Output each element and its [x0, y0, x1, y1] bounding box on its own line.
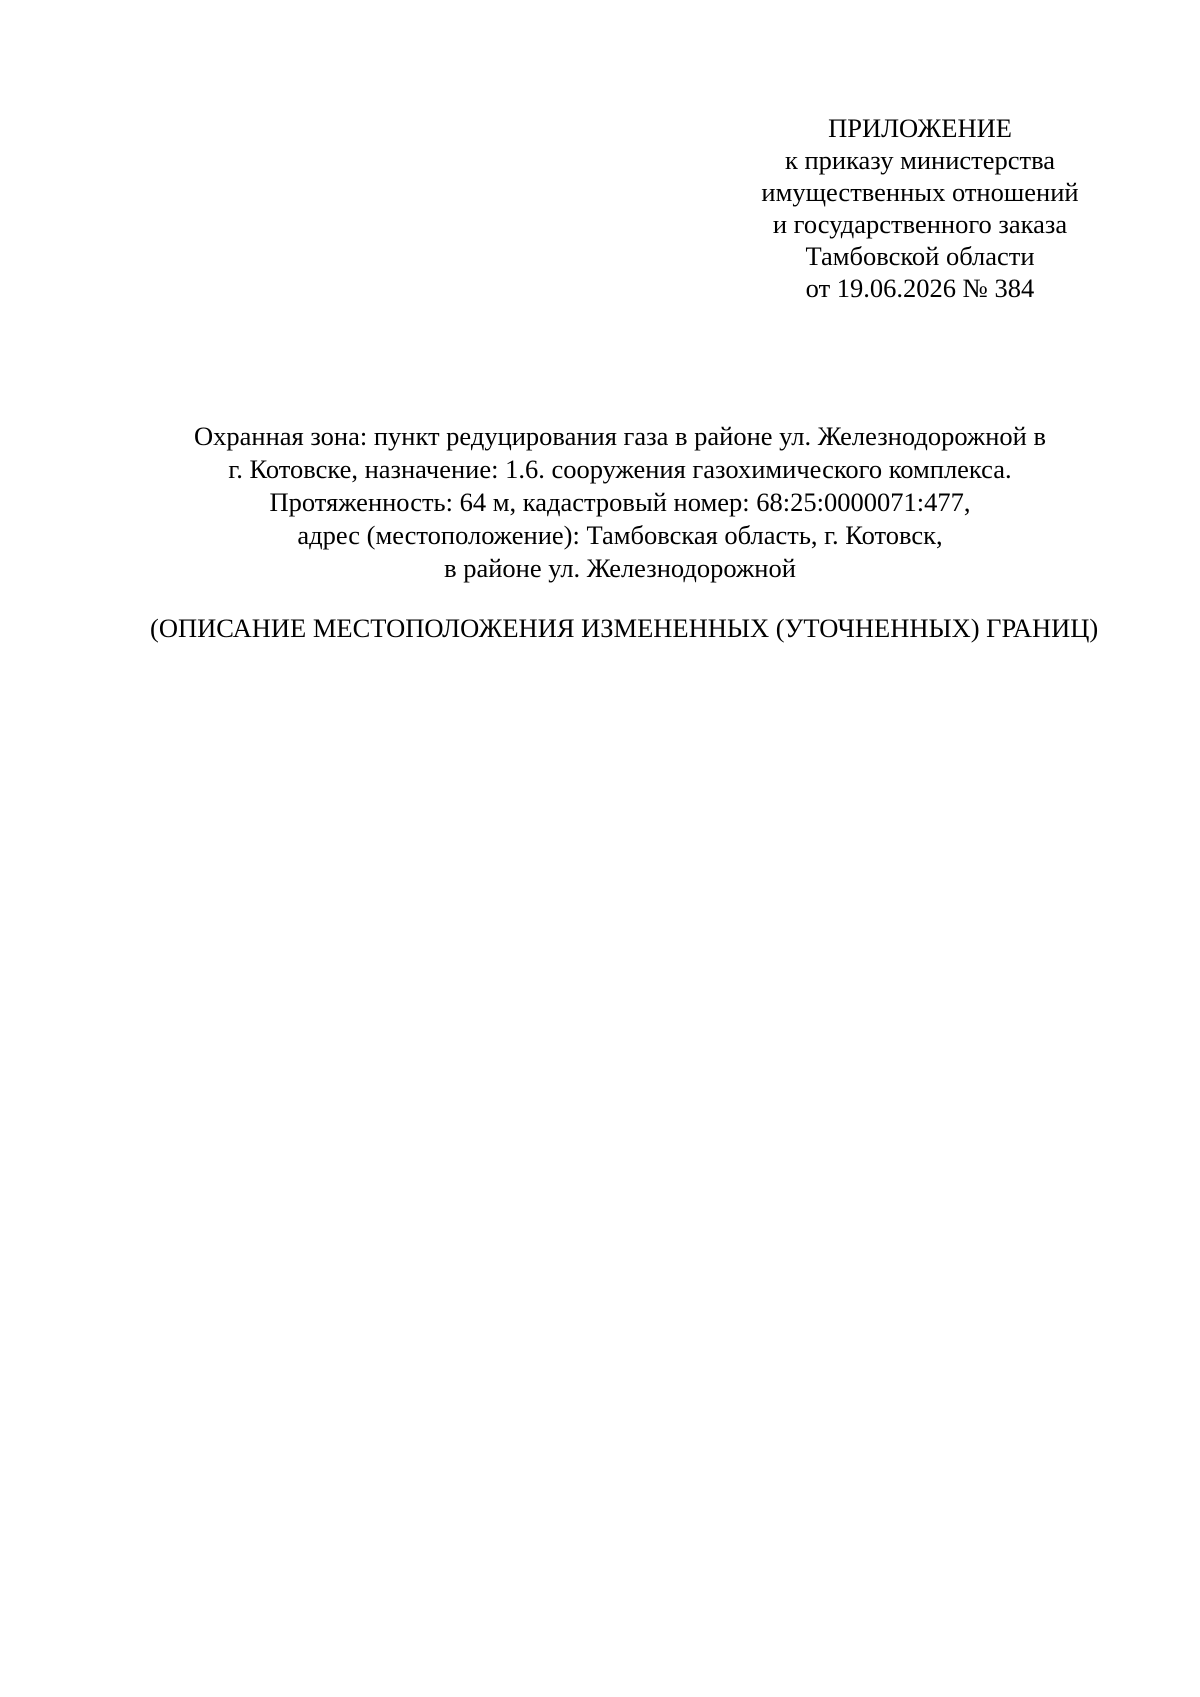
appendix-line: и государственного заказа: [772, 209, 1068, 239]
zone-description-line: адрес (местоположение): Тамбовская область, г. Котовск,: [297, 520, 943, 550]
appendix-line: имущественных отношений: [761, 177, 1079, 207]
zone-description-line: Охранная зона: пункт редуцирования газа в районе ул. Железнодорожной в: [194, 421, 1046, 451]
section-title: (ОПИСАНИЕ МЕСТОПОЛОЖЕНИЯ ИЗМЕНЕННЫХ (УТОЧНЕННЫХ) ГРАНИЦ): [150, 613, 1099, 643]
zone-description-line: Протяженность: 64 м, кадастровый номер: 68:25:0000071:477,: [269, 487, 971, 517]
appendix-line: к приказу министерства: [784, 145, 1056, 175]
zone-description: [150, 420, 1090, 585]
appendix-order-date-number: от 19.06.2026 № 384: [805, 273, 1035, 303]
appendix-header: [730, 112, 1110, 304]
zone-description-line: г. Котовске, назначение: 1.6. сооружения газохимического комплекса.: [228, 454, 1012, 484]
appendix-title: ПРИЛОЖЕНИЕ: [828, 113, 1012, 143]
zone-description-line: в районе ул. Железнодорожной: [444, 553, 796, 583]
appendix-line: Тамбовской области: [805, 241, 1035, 271]
